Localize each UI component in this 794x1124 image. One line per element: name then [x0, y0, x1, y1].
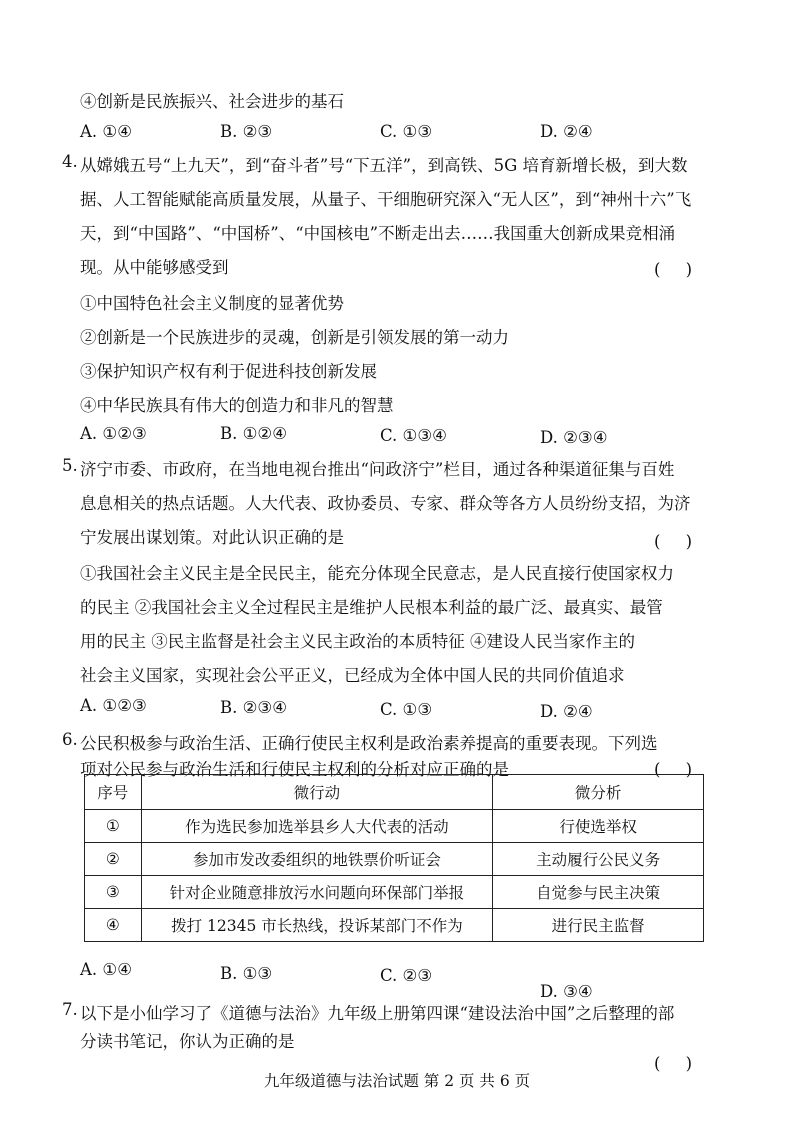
table-row: [85, 843, 704, 876]
q5-stem-line-2: 息息相关的热点话题。人大代表、政协委员、专家、群众等各方人员纷纷支招，为济: [80, 494, 691, 513]
q4-statement-3: ③保护知识产权有利于促进科技创新发展: [80, 362, 377, 381]
q4-option-c: C. ①③④: [380, 426, 447, 445]
q5-stem-line-3: 宁发展出谋划策。对此认识正确的是: [80, 528, 344, 547]
table-row: [85, 876, 704, 909]
q5-statement-line-1: ①我国社会主义民主是全民民主，能充分体现全民意志，是人民直接行使国家权力: [80, 564, 674, 583]
q4-statement-4: ④中华民族具有伟大的创造力和非凡的智慧: [80, 396, 394, 415]
q4-stem-line-1: 从嫦娥五号“上九天”，到“奋斗者”号“下五洋”，到高铁、5G 培育新增长极，到大数: [80, 156, 688, 175]
table-cell: 行使选举权: [493, 810, 704, 843]
q4-stem-line-2: 据、人工智能赋能高质量发展，从量子、干细胞研究深入“无人区”，到“神州十六”飞: [80, 190, 692, 209]
q7-number: 7.: [62, 1000, 78, 1019]
q4-stem-line-4: 现。从中能够感受到: [80, 258, 229, 277]
q6-option-d: D. ③④: [540, 982, 593, 1001]
q6-option-a: A. ①④: [80, 960, 132, 979]
table-cell: 主动履行公民义务: [493, 843, 704, 876]
q6-table: [84, 774, 704, 942]
table-cell: 自觉参与民主决策: [493, 876, 704, 909]
q4-statement-1: ①中国特色社会主义制度的显著优势: [80, 294, 344, 313]
table-header-cell: 微分析: [493, 775, 704, 810]
q3-statement-4: ④创新是民族振兴、社会进步的基石: [80, 92, 344, 111]
table-cell: ①: [85, 810, 142, 843]
q5-stem-line-1: 济宁市委、市政府，在当地电视台推出“问政济宁”栏目，通过各种渠道征集与百姓: [80, 460, 675, 479]
table-cell: 针对企业随意排放污水问题向环保部门举报: [141, 876, 493, 909]
q5-number: 5.: [62, 456, 78, 475]
q3-option-c: C. ①③: [380, 122, 433, 141]
table-header-row: [85, 775, 704, 810]
table-cell: 作为选民参加选举县乡人大代表的活动: [141, 810, 493, 843]
q4-statement-2: ②创新是一个民族进步的灵魂，创新是引领发展的第一动力: [80, 328, 509, 347]
q3-option-b: B. ②③: [220, 122, 273, 141]
table-cell: 进行民主监督: [493, 909, 704, 942]
q7-answer-paren: ( ): [654, 1054, 703, 1073]
q3-option-a: A. ①④: [80, 122, 132, 141]
q5-option-c: C. ①③: [380, 700, 433, 719]
table-cell: ②: [85, 843, 142, 876]
table-cell: ③: [85, 876, 142, 909]
q4-number: 4.: [62, 152, 78, 171]
table-row: [85, 909, 704, 942]
q5-statement-line-4: 社会主义国家，实现社会公平正义，已经成为全体中国人民的共同价值追求: [80, 666, 625, 685]
table-cell: 拨打 12345 市长热线，投诉某部门不作为: [141, 909, 493, 942]
q5-statement-line-3: 用的民主 ③民主监督是社会主义民主政治的本质特征 ④建设人民当家作主的: [80, 632, 635, 651]
q4-option-b: B. ①②④: [220, 424, 287, 443]
q7-stem-line-1: 以下是小仙学习了《道德与法治》九年级上册第四课“建设法治中国”之后整理的部: [80, 1004, 675, 1023]
q5-statement-line-2: 的民主 ②我国社会主义全过程民主是维护人民根本利益的最广泛、最真实、最管: [80, 598, 663, 617]
q6-stem-line-1: 公民积极参与政治生活、正确行使民主权利是政治素养提高的重要表现。下列选: [80, 734, 658, 753]
q5-option-a: A. ①②③: [80, 696, 147, 715]
q4-option-a: A. ①②③: [80, 424, 147, 443]
table-cell: ④: [85, 909, 142, 942]
page-footer: 九年级道德与法治试题 第 2 页 共 6 页: [263, 1072, 531, 1090]
q7-stem-line-2: 分读书笔记，你认为正确的是: [80, 1032, 295, 1051]
q6-stem-line-2: 项对公民参与政治生活和行使民主权利的分析对应正确的是: [80, 760, 509, 779]
q4-option-d: D. ②③④: [540, 428, 608, 447]
q5-option-d: D. ②④: [540, 702, 593, 721]
q6-answer-paren: ( ): [654, 760, 703, 779]
table-header-cell: 序号: [85, 775, 142, 810]
table-header-cell: 微行动: [141, 775, 493, 810]
q3-option-d: D. ②④: [540, 122, 593, 141]
q6-option-c: C. ②③: [380, 966, 433, 985]
q4-answer-paren: ( ): [654, 260, 703, 279]
q5-answer-paren: ( ): [654, 532, 703, 551]
q6-option-b: B. ①③: [220, 964, 273, 983]
table-row: [85, 810, 704, 843]
q5-option-b: B. ②③④: [220, 698, 287, 717]
q4-stem-line-3: 天，到“中国路”、“中国桥”、“中国核电”不断走出去……我国重大创新成果竞相涌: [80, 224, 676, 243]
table-cell: 参加市发改委组织的地铁票价听证会: [141, 843, 493, 876]
q6-number: 6.: [62, 730, 78, 749]
